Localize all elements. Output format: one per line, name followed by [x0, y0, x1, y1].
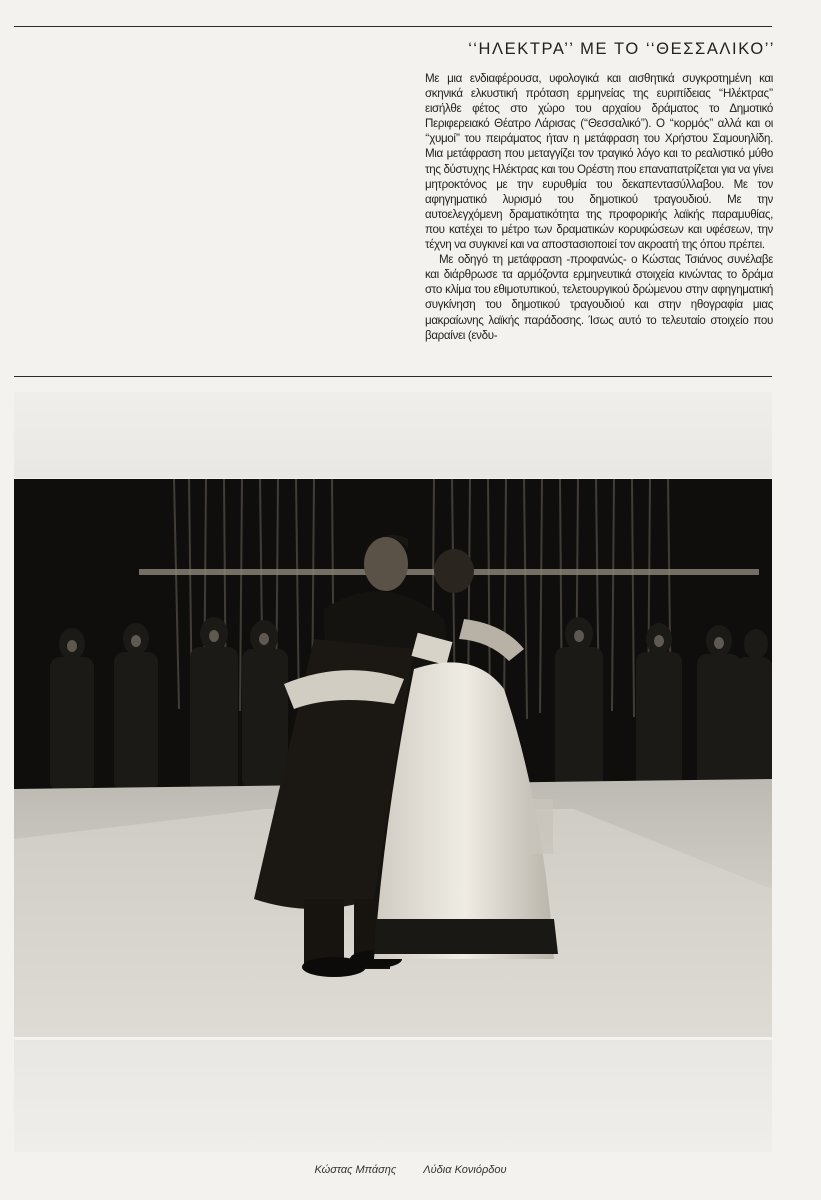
page-margin-area: [14, 1040, 772, 1152]
article-paragraph: Με οδηγό τη μετάφραση -προφανώς- ο Κώστας Τσιάνος συνέλαβε και διάρθρωσε τα αρμόζοντα ερμηνευτικά στοιχεία κινώντας το δράμα στο κλίμα του εθιμοτυπικού, τελετουργικού δρώμενου στην αφηγηματική συγκίνηση του δημοτικού τραγουδιού και στην ηθογραφία μιας μακραίωνης λαϊκής παράδοσης. Ίσως αυτό το τελευταίο στοιχείο που βαραίνει (ενδυ-: [425, 253, 773, 342]
article-title: ‘‘ΗΛΕΚΤΡΑ’’ ΜΕ ΤΟ ‘‘ΘΕΣΣΑΛΙΚΟ’’: [468, 40, 775, 58]
top-rule: [14, 26, 772, 27]
article-paragraph: Με μια ενδιαφέρουσα, υφολογικά και αισθητικά συγκροτημένη και σκηνικά ελκυστική πρόταση ερμηνείας της ευριπίδειας ‘‘Ηλέκτρας’’ εισήλθε φέτος στο χώρο του αρχαίου δράματος το Δημοτικό Περιφερειακό Θέατρο Λάρισας (‘‘Θεσσαλικό’’). Ο ‘‘κορμός’’ αλλά και οι ‘‘χυμοί’’ του πειράματος ήταν η μετάφραση του Χρήστου Σαμουηλίδη. Μια μετάφραση που μεταγγίζει τον τραγικό λόγο και το ρεαλιστικό μύθο της δύστυχης Ηλέκτρας και του Ορέστη που επαναπατρίζεται για να γίνει μητροκτόνος με την ευρυθμία του δεκαπεντασύλλαβου. Με τον αφηγηματικό λυρισμό του δημοτικού τραγουδιού. Με την αυτοελεγχόμενη δραματικότητα της προφορικής λαϊκής παραμυθίας, που κατέχει το μέτρο των δραματικών κορυφώσεων και υφέσεων, την τέχνη να συγκινεί και να αποστασιοποιεί τον ακροατή της όπου πρέπει.: [425, 72, 773, 252]
caption-name: Κώστας Μπάσης: [314, 1164, 397, 1176]
article-body: [425, 71, 773, 343]
photo-caption: [0, 1164, 821, 1176]
caption-name: Λύδια Κονιόρδου: [423, 1164, 507, 1176]
stage-photograph: [14, 479, 772, 1037]
page-margin-area: [14, 392, 772, 478]
section-rule: [14, 376, 772, 377]
photo-illustration: [14, 479, 772, 1037]
